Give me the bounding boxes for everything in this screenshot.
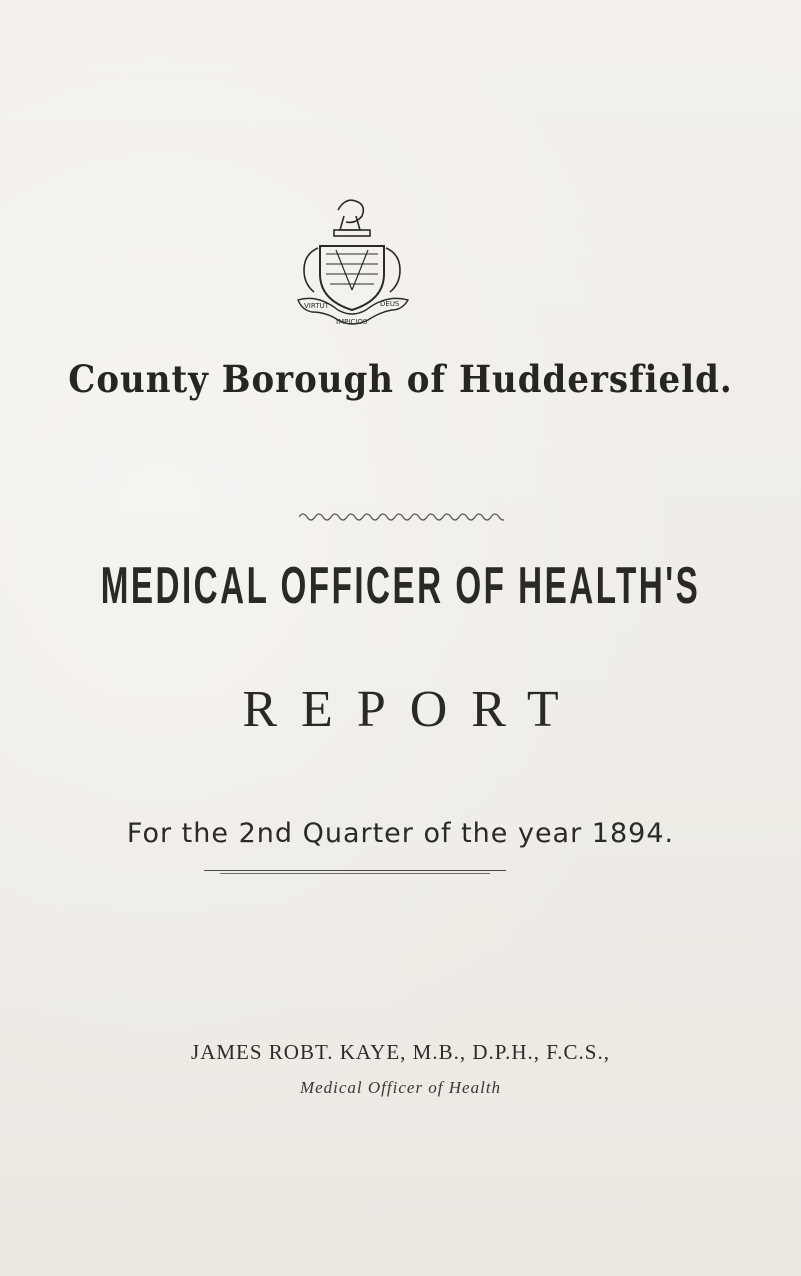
reporting-period: For the 2nd Quarter of the year 1894. [126,818,675,849]
author-role: Medical Officer of Health [299,1078,502,1097]
wavy-divider [299,510,504,524]
borough-coat-of-arms [288,190,418,340]
author-name: JAMES ROBT. KAYE, M.B., D.P.H., F.C.S., [191,1040,610,1064]
horizontal-rule [204,870,506,871]
motto-part-right: DEUS [380,300,400,308]
motto-part-center: IMPICIOS [336,318,368,326]
report-heading: MEDICAL OFFICER OF HEALTH'S [100,557,701,615]
horizontal-rule-secondary [220,873,490,874]
motto-part-left: VIRTUT [304,302,329,310]
report-word: REPORT [242,681,583,738]
borough-title: County Borough of Huddersfield. [68,358,733,402]
